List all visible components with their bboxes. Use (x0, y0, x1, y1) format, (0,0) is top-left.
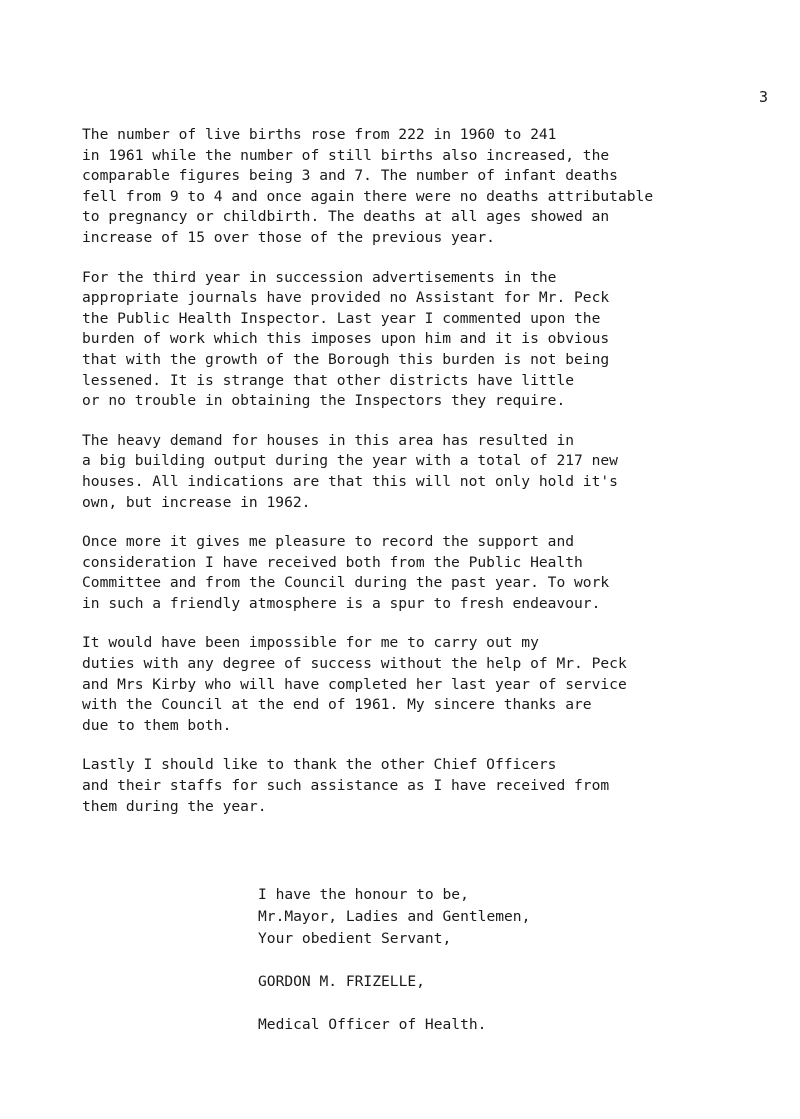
paragraph-support: Once more it gives me pleasure to record the support and consideration I have received both from the Public Health Committee and from the Council during the past year. To work in such a friendly atmosphere is a spur to fresh endeavour. (82, 533, 610, 612)
signoff-honour: I have the honour to be, (258, 886, 469, 903)
signatory-title: Medical Officer of Health. (258, 1016, 487, 1033)
page-number: 3 (759, 88, 769, 106)
letter-body (82, 125, 762, 836)
signatory-name: GORDON M. FRIZELLE, (258, 973, 425, 990)
paragraph-births-deaths: The number of live births rose from 222 in 1960 to 241 in 1961 while the number of still births also increased, the comparable figures being 3 and 7. The number of infant deaths fell from 9 to 4 and once again there were no deaths attributable to pregnancy or childbirth. The deaths at all ages showed an increase of 15 over those of the previous year. (82, 126, 654, 246)
paragraph-chief-officers: Lastly I should like to thank the other Chief Officers and their staffs for such assistance as I have received from them during the year. (82, 756, 610, 815)
signoff-servant: Your obedient Servant, (258, 930, 452, 947)
paragraph-housing: The heavy demand for houses in this area has resulted in a big building output during the year with a total of 217 new houses. All indications are that this will not only hold it's own, but increase in 1962. (82, 431, 618, 511)
paragraph-inspector: For the third year in succession advertisements in the appropriate journals have provided no Assistant for Mr. Peck the Public Health Inspector. Last year I commented upon the burden of work which this imposes upon him and it is obvious that with the growth of the Borough this burden is not being lessened. It is strange that other districts have little or no trouble in obtaining the Inspectors they require. (82, 268, 610, 410)
paragraph-thanks-staff: It would have been impossible for me to carry out my duties with any degree of success without the help of Mr. Peck and Mrs Kirby who will have completed her last year of service with the Council at the end of 1961. My sincere thanks are due to them both. (82, 634, 627, 734)
signoff-address: Mr.Mayor, Ladies and Gentlemen, (258, 908, 531, 925)
